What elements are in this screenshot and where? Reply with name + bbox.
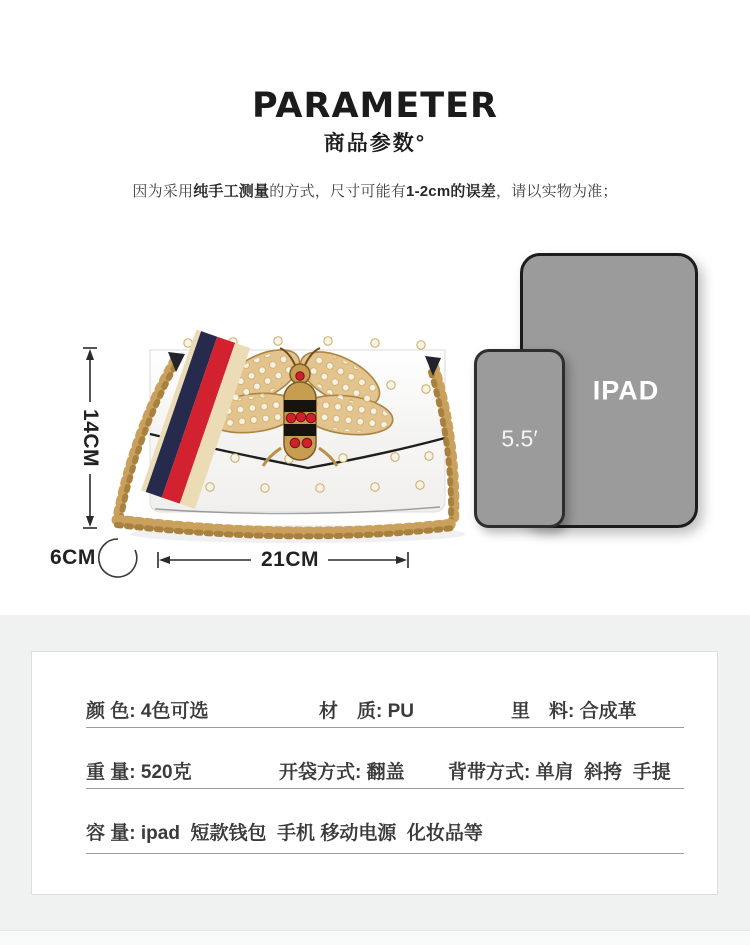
- tablet-label: IPAD: [592, 375, 660, 405]
- spec-cell-weight: 重 量: 520克: [86, 762, 192, 783]
- spec-cell-strap-style: 背带方式: 单肩 斜挎 手提: [448, 762, 671, 783]
- spec-row-color-material: [86, 696, 684, 728]
- spec-row-capacity: [86, 818, 684, 854]
- spec-cell-opening: 开袋方式: 翻盖: [279, 762, 405, 783]
- note-segment-bold: 纯手工测量: [193, 183, 270, 200]
- bottom-strip: [0, 930, 750, 945]
- measurement-note: [0, 180, 750, 201]
- specs-card: [31, 651, 718, 895]
- note-segment: 的方式，尺寸可能有: [269, 183, 407, 200]
- phone-size-box: [474, 349, 565, 528]
- handbag-illustration: [103, 330, 465, 580]
- spec-cell-material: 材 质: PU: [319, 701, 415, 722]
- note-segment: ，请以实物为准；: [496, 183, 618, 200]
- phone-label: 5.5′: [501, 425, 538, 451]
- depth-arc: [96, 536, 140, 580]
- spec-cell-lining: 里 料: 合成革: [511, 701, 637, 722]
- page-subtitle: 商品参数°: [323, 132, 427, 155]
- page-title: PARAMETER: [251, 86, 499, 126]
- spec-cell-capacity: 容 量: ipad 短款钱包 手机 移动电源 化妆品等: [86, 823, 483, 844]
- width-dimension-label: 21CM: [260, 548, 320, 571]
- depth-dimension-label: 6CM: [50, 546, 96, 569]
- note-segment-bold: 1-2cm的误差: [406, 183, 496, 200]
- spec-row-weight-opening: [86, 757, 684, 789]
- spec-cell-color: 颜 色: 4色可选: [86, 701, 209, 722]
- height-dimension-label: 14CM: [79, 408, 102, 468]
- note-segment: 因为采用: [132, 183, 194, 200]
